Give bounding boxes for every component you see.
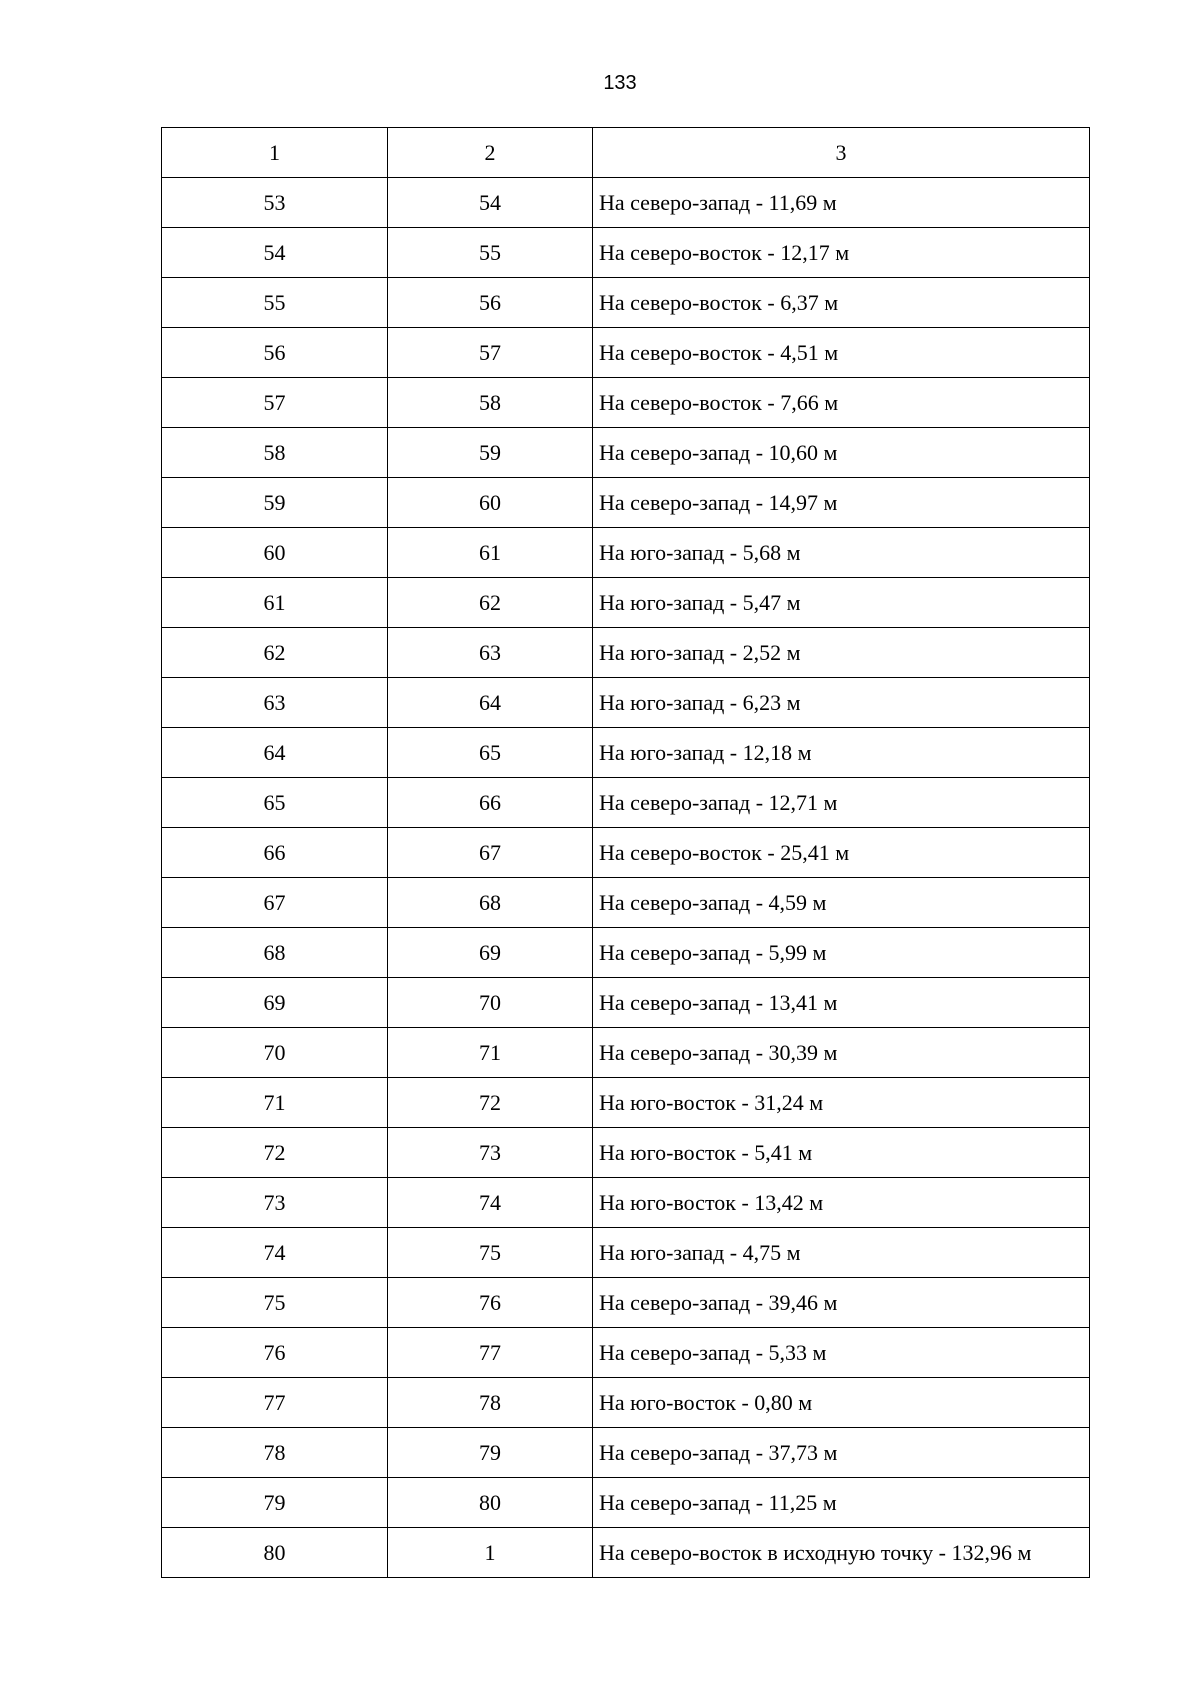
cell-to-point: 63 <box>388 628 593 678</box>
cell-direction-distance: На северо-запад - 30,39 м <box>593 1028 1090 1078</box>
table-header-row <box>162 128 1090 178</box>
cell-to-point: 65 <box>388 728 593 778</box>
table-row <box>162 1428 1090 1478</box>
cell-direction-distance: На юго-запад - 2,52 м <box>593 628 1090 678</box>
cell-to-point: 56 <box>388 278 593 328</box>
cell-from-point: 75 <box>162 1278 388 1328</box>
table-row <box>162 478 1090 528</box>
cell-direction-distance: На северо-восток - 12,17 м <box>593 228 1090 278</box>
cell-direction-distance: На северо-запад - 12,71 м <box>593 778 1090 828</box>
table-row <box>162 828 1090 878</box>
cell-from-point: 79 <box>162 1478 388 1528</box>
cell-to-point: 70 <box>388 978 593 1028</box>
cell-direction-distance: На северо-запад - 10,60 м <box>593 428 1090 478</box>
cell-to-point: 73 <box>388 1128 593 1178</box>
cell-direction-distance: На юго-восток - 0,80 м <box>593 1378 1090 1428</box>
table-row <box>162 778 1090 828</box>
table-row <box>162 978 1090 1028</box>
cell-to-point: 76 <box>388 1278 593 1328</box>
cell-direction-distance: На северо-запад - 14,97 м <box>593 478 1090 528</box>
table-row <box>162 1378 1090 1428</box>
cell-direction-distance: На северо-восток - 4,51 м <box>593 328 1090 378</box>
cell-to-point: 74 <box>388 1178 593 1228</box>
cell-direction-distance: На северо-восток - 6,37 м <box>593 278 1090 328</box>
table-body <box>162 128 1090 1578</box>
page-number: 133 <box>603 72 637 94</box>
cell-direction-distance: На юго-запад - 5,68 м <box>593 528 1090 578</box>
cell-from-point: 68 <box>162 928 388 978</box>
cell-to-point: 1 <box>388 1528 593 1578</box>
cell-from-point: 78 <box>162 1428 388 1478</box>
cell-from-point: 59 <box>162 478 388 528</box>
cell-direction-distance: На северо-запад - 13,41 м <box>593 978 1090 1028</box>
cell-from-point: 71 <box>162 1078 388 1128</box>
cell-from-point: 73 <box>162 1178 388 1228</box>
cell-from-point: 80 <box>162 1528 388 1578</box>
cell-to-point: 57 <box>388 328 593 378</box>
cell-from-point: 57 <box>162 378 388 428</box>
cell-from-point: 62 <box>162 628 388 678</box>
column-header-3: 3 <box>593 128 1090 178</box>
cell-from-point: 72 <box>162 1128 388 1178</box>
boundary-table <box>161 127 1090 1578</box>
cell-from-point: 67 <box>162 878 388 928</box>
table-row <box>162 1328 1090 1378</box>
table-row <box>162 1178 1090 1228</box>
cell-direction-distance: На юго-запад - 12,18 м <box>593 728 1090 778</box>
cell-from-point: 70 <box>162 1028 388 1078</box>
cell-direction-distance: На северо-запад - 11,69 м <box>593 178 1090 228</box>
cell-from-point: 55 <box>162 278 388 328</box>
cell-direction-distance: На северо-запад - 5,99 м <box>593 928 1090 978</box>
cell-to-point: 64 <box>388 678 593 728</box>
table-row <box>162 1528 1090 1578</box>
cell-from-point: 65 <box>162 778 388 828</box>
cell-to-point: 78 <box>388 1378 593 1428</box>
cell-to-point: 80 <box>388 1478 593 1528</box>
table-row <box>162 878 1090 928</box>
table-row <box>162 228 1090 278</box>
cell-from-point: 53 <box>162 178 388 228</box>
cell-from-point: 60 <box>162 528 388 578</box>
cell-direction-distance: На юго-запад - 4,75 м <box>593 1228 1090 1278</box>
cell-from-point: 58 <box>162 428 388 478</box>
cell-direction-distance: На северо-восток - 25,41 м <box>593 828 1090 878</box>
cell-direction-distance: На северо-запад - 5,33 м <box>593 1328 1090 1378</box>
table-row <box>162 378 1090 428</box>
cell-to-point: 62 <box>388 578 593 628</box>
cell-to-point: 72 <box>388 1078 593 1128</box>
cell-to-point: 58 <box>388 378 593 428</box>
cell-from-point: 77 <box>162 1378 388 1428</box>
cell-from-point: 61 <box>162 578 388 628</box>
cell-direction-distance: На юго-восток - 5,41 м <box>593 1128 1090 1178</box>
cell-from-point: 66 <box>162 828 388 878</box>
table-row <box>162 1478 1090 1528</box>
table-row <box>162 428 1090 478</box>
cell-direction-distance: На юго-восток - 13,42 м <box>593 1178 1090 1228</box>
cell-to-point: 60 <box>388 478 593 528</box>
cell-to-point: 71 <box>388 1028 593 1078</box>
cell-from-point: 54 <box>162 228 388 278</box>
cell-direction-distance: На северо-восток в исходную точку - 132,96 м <box>593 1528 1090 1578</box>
cell-to-point: 79 <box>388 1428 593 1478</box>
table-row <box>162 1278 1090 1328</box>
cell-from-point: 56 <box>162 328 388 378</box>
table-row <box>162 1028 1090 1078</box>
cell-direction-distance: На северо-запад - 4,59 м <box>593 878 1090 928</box>
table-row <box>162 528 1090 578</box>
table-row <box>162 1228 1090 1278</box>
cell-to-point: 67 <box>388 828 593 878</box>
cell-to-point: 75 <box>388 1228 593 1278</box>
table-row <box>162 578 1090 628</box>
table-row <box>162 928 1090 978</box>
cell-direction-distance: На юго-запад - 6,23 м <box>593 678 1090 728</box>
column-header-2: 2 <box>388 128 593 178</box>
cell-from-point: 74 <box>162 1228 388 1278</box>
column-header-1: 1 <box>162 128 388 178</box>
table-row <box>162 178 1090 228</box>
table-row <box>162 278 1090 328</box>
cell-to-point: 59 <box>388 428 593 478</box>
cell-direction-distance: На северо-запад - 39,46 м <box>593 1278 1090 1328</box>
cell-from-point: 69 <box>162 978 388 1028</box>
cell-to-point: 68 <box>388 878 593 928</box>
cell-direction-distance: На юго-запад - 5,47 м <box>593 578 1090 628</box>
cell-direction-distance: На юго-восток - 31,24 м <box>593 1078 1090 1128</box>
cell-direction-distance: На северо-запад - 37,73 м <box>593 1428 1090 1478</box>
cell-to-point: 69 <box>388 928 593 978</box>
table-row <box>162 1078 1090 1128</box>
cell-to-point: 77 <box>388 1328 593 1378</box>
cell-to-point: 54 <box>388 178 593 228</box>
cell-direction-distance: На северо-запад - 11,25 м <box>593 1478 1090 1528</box>
table-row <box>162 728 1090 778</box>
cell-to-point: 55 <box>388 228 593 278</box>
cell-from-point: 76 <box>162 1328 388 1378</box>
cell-from-point: 63 <box>162 678 388 728</box>
table-row <box>162 678 1090 728</box>
table-row <box>162 1128 1090 1178</box>
table-row <box>162 328 1090 378</box>
cell-to-point: 61 <box>388 528 593 578</box>
cell-to-point: 66 <box>388 778 593 828</box>
table-row <box>162 628 1090 678</box>
cell-direction-distance: На северо-восток - 7,66 м <box>593 378 1090 428</box>
cell-from-point: 64 <box>162 728 388 778</box>
